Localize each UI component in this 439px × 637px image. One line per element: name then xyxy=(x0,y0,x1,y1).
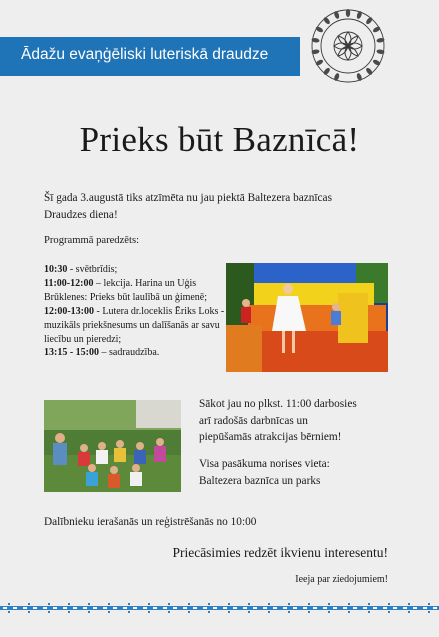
activities-line-1: Sākot jau no plkst. 11:00 darbosies xyxy=(199,398,357,410)
schedule-time: 10:30 xyxy=(44,264,68,275)
bouncy-castle-photo xyxy=(226,263,388,372)
schedule-text: - Lutera dr.loceklis Ēriks Loks - muzikāls priekšnesums un dalīšanās ar savu liecību un pieredzi; xyxy=(44,305,225,345)
group-gathering-photo xyxy=(44,400,181,492)
children-bouncy-castle-photo-icon xyxy=(226,263,388,372)
activities-line-2: arī radošās darbnīcas un xyxy=(199,414,308,427)
intro-text xyxy=(44,190,409,224)
donations-text: Ieeja par ziedojumiem! xyxy=(295,574,388,585)
registration-text: Dalībnieku ierašanās un reģistrēšanās no 10:00 xyxy=(44,516,257,528)
invite-text: Priecāsimies redzēt ikvienu interesentu! xyxy=(172,545,388,560)
intro-line-1: Šī gada 3.augustā tiks atzīmēta nu jau piektā Baltezera baznīcas xyxy=(44,192,332,204)
outdoor-group-gathering-photo-icon xyxy=(44,400,181,492)
schedule-text: – lekcija. Harina un Uģis Brūklenes: Prieks būt laulībā un ģimenē; xyxy=(44,277,208,303)
decorative-border-icon xyxy=(0,603,439,613)
schedule-item xyxy=(44,346,226,360)
venue-label: Visa pasākuma norises vieta: xyxy=(199,458,330,470)
schedule-item xyxy=(44,263,226,277)
schedule-time: 13:15 - 15:00 xyxy=(44,347,99,359)
venue-text xyxy=(199,456,399,489)
activities-line-3: piepūšamās atrakcijas bērniem! xyxy=(199,431,342,444)
program-heading: Programmā paredzēts: xyxy=(44,235,140,246)
activities-text xyxy=(199,396,414,446)
header-band xyxy=(0,37,300,76)
parish-name: Ādažu evaņģēliski luteriskā draudze xyxy=(21,46,269,63)
schedule-time: 12:00-13:00 xyxy=(44,305,94,317)
intro-line-2: Draudzes diena! xyxy=(44,209,118,221)
schedule-item xyxy=(44,277,226,305)
venue-place: Baltezera baznīca un parks xyxy=(199,474,321,487)
schedule-text: – sadraudzība. xyxy=(99,347,160,359)
main-title: Prieks būt Baznīcā! xyxy=(79,120,360,159)
schedule-list xyxy=(44,263,226,360)
floral-seal-emblem-icon xyxy=(306,4,390,88)
schedule-text: - svētbrīdis; xyxy=(67,264,118,275)
schedule-item xyxy=(44,305,226,347)
schedule-time: 11:00-12:00 xyxy=(44,277,94,289)
